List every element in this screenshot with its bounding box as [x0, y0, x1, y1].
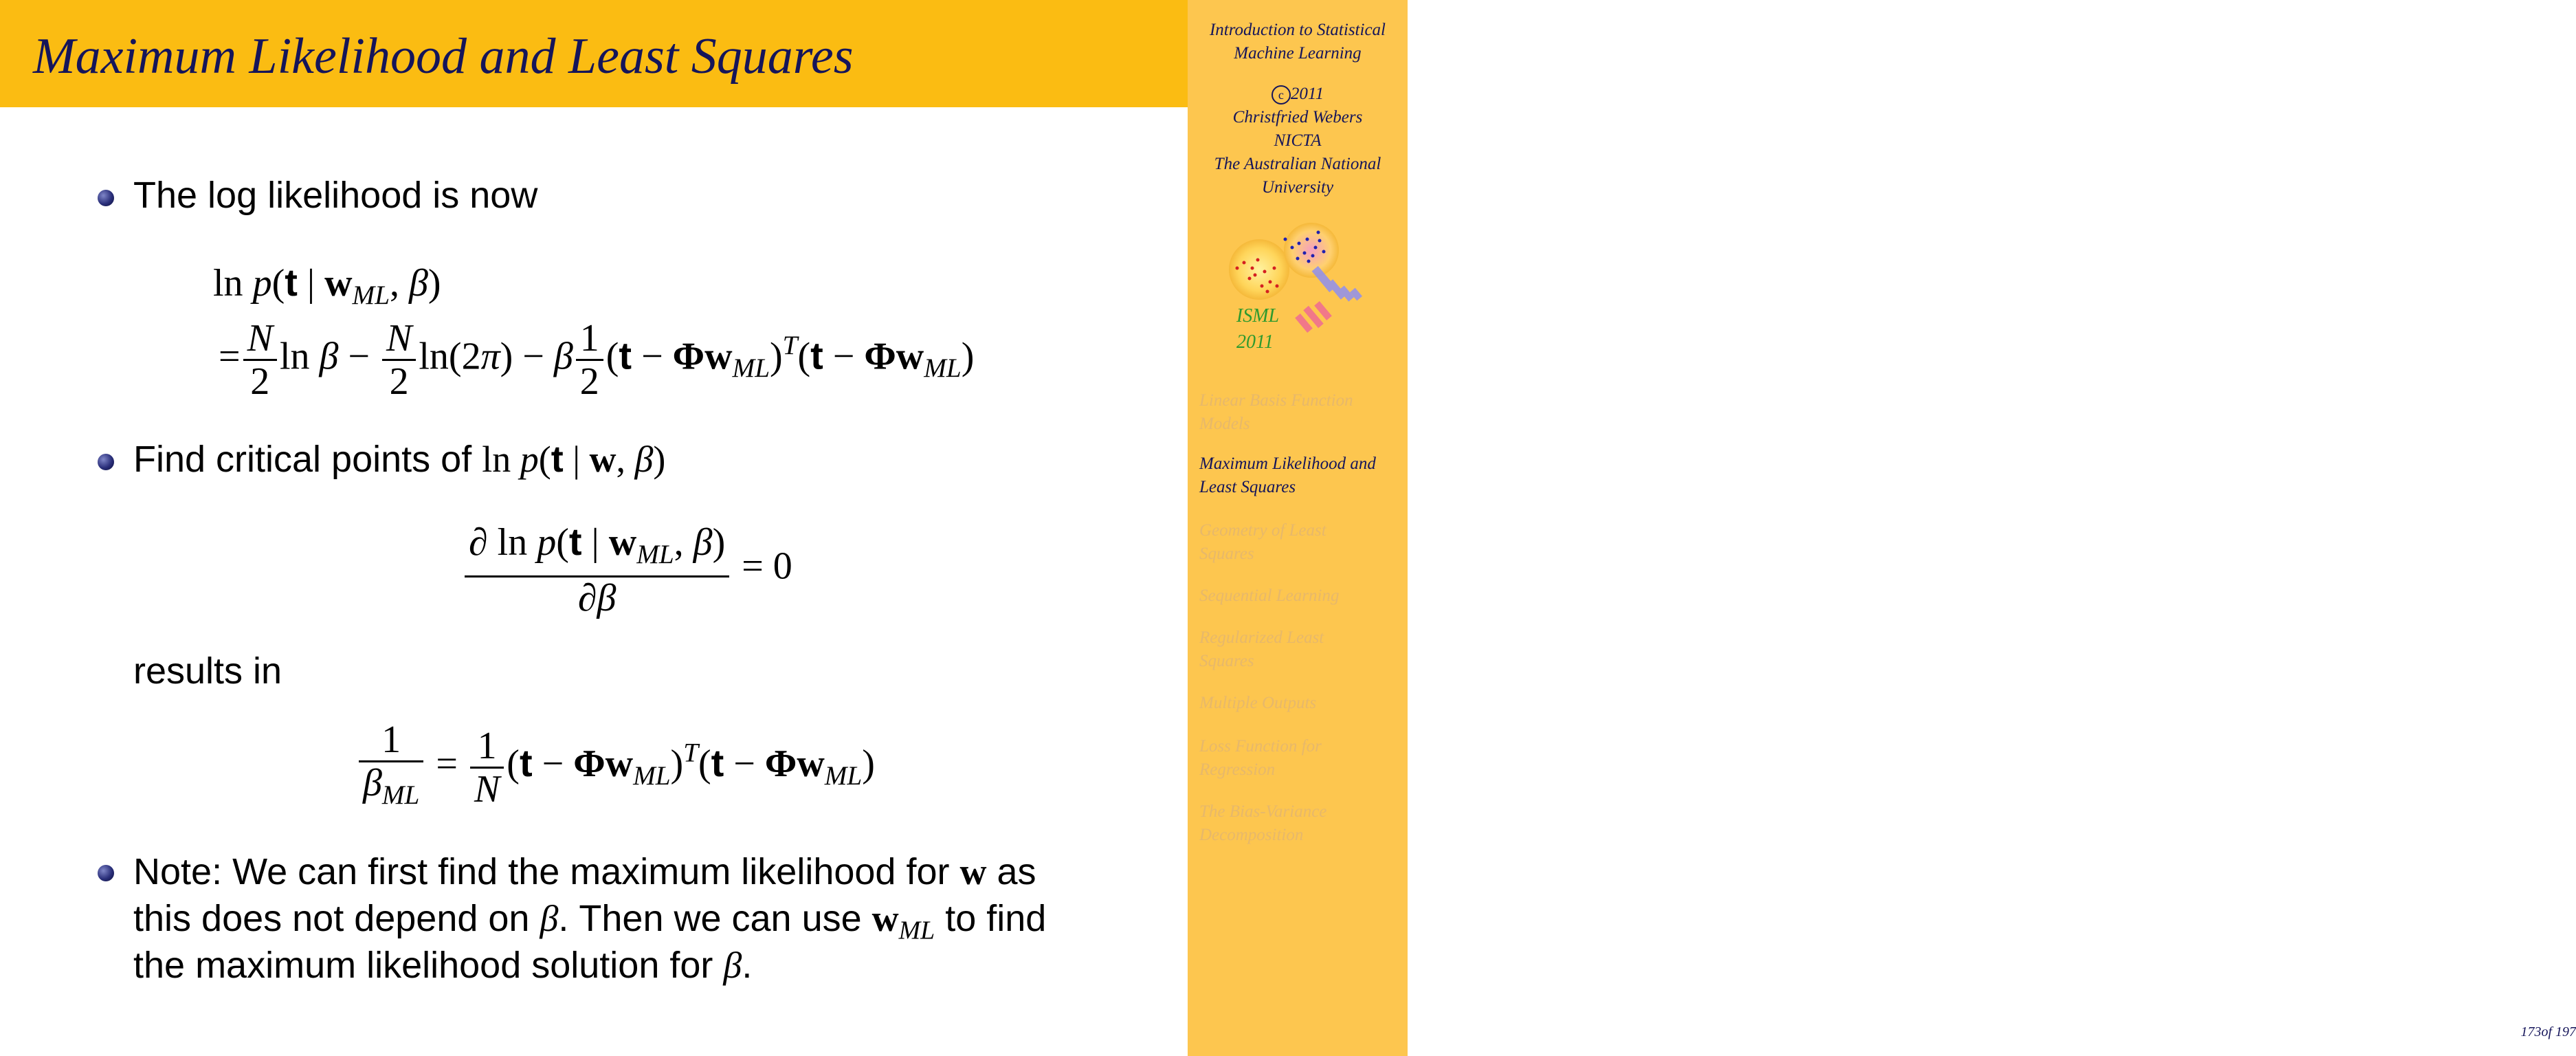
- nav-item-label: Maximum Likelihood and: [1199, 454, 1376, 473]
- bullet-icon: [98, 454, 114, 470]
- isml-logo: [1217, 220, 1388, 358]
- bullet-1-text: The log likelihood is now: [133, 175, 538, 216]
- equation-log-likelihood-expanded: = $\frac{N}{2}$ ln β − $\frac{N}{2}$ ln(2π) − β $\frac{1}{2}$ $(t - \Phi w_{ML})^T(t - \Phi w_{ML})$: [219, 317, 975, 403]
- nav-item-label: Regression: [1199, 760, 1276, 779]
- bullet-icon: [98, 865, 114, 881]
- equation-beta-ml: $\frac{1}{\beta_{ML}}$ = $\frac{1}{N}$ $(t - \Phi w_{ML})^T(t - \Phi w_{ML})$: [356, 719, 875, 816]
- bullet-3-line-1: Note: We can first find the maximum likelihood for w as: [133, 851, 1036, 892]
- bullet-2-text: Find critical points of ln p(t | w, β): [133, 439, 666, 480]
- bullet-3-line-3: the maximum likelihood solution for β.: [133, 945, 753, 986]
- nav-item-label: Sequential Learning: [1199, 586, 1340, 605]
- nav-item-4[interactable]: [1199, 584, 1406, 608]
- title-bar: [0, 0, 1188, 107]
- bullet-icon: [98, 190, 114, 206]
- nav-item-label: Regularized Least: [1199, 628, 1324, 647]
- bullet-3-line-2: this does not depend on β. Then we can use $w_{ML}$ to find: [133, 898, 1047, 945]
- equation-log-likelihood: ln p(t | $w_{ML}$, β): [213, 261, 441, 310]
- slide-title: Maximum Likelihood and Least Squares: [33, 28, 854, 85]
- copyright-line: c 2011: [1188, 82, 1408, 106]
- nav-item-label: Squares: [1199, 544, 1254, 563]
- slide-main: [0, 0, 1188, 1056]
- logo-text-year: 2011: [1236, 331, 1274, 353]
- nav-item-8[interactable]: [1199, 800, 1406, 847]
- page-number: 173of 197: [2520, 1024, 2576, 1040]
- nav-item-label: Least Squares: [1199, 478, 1296, 496]
- nav-item-3[interactable]: [1199, 519, 1406, 566]
- nav-item-label: Geometry of Least: [1199, 521, 1326, 540]
- logo-text-isml: ISML: [1236, 305, 1280, 327]
- nav-item-7[interactable]: [1199, 735, 1406, 782]
- course-title-line-2: Machine Learning: [1234, 44, 1362, 63]
- results-text: results in: [133, 650, 282, 692]
- author-name: Christfried Webers: [1232, 108, 1363, 126]
- nav-item-6[interactable]: [1199, 692, 1406, 715]
- equation-derivative: $\frac{\partial \ln p(t | w_{ML}, \beta)}{\partial\beta}$ = 0: [462, 521, 792, 619]
- copyright-icon: c: [1272, 85, 1291, 104]
- nav-item-label: The Bias-Variance: [1199, 802, 1327, 821]
- nav-item-label: Loss Function for: [1199, 737, 1322, 756]
- nav-item-label: Models: [1199, 415, 1250, 433]
- course-title-line-1: Introduction to Statistical: [1209, 21, 1386, 39]
- nav-item-1[interactable]: [1199, 389, 1406, 436]
- org-anu-line-2: University: [1261, 178, 1334, 197]
- org-anu-line-1: The Australian National: [1214, 155, 1381, 173]
- nav-item-label: Decomposition: [1199, 826, 1304, 844]
- nav-item-label: Squares: [1199, 652, 1254, 670]
- nav-item-5[interactable]: [1199, 626, 1406, 673]
- nav-item-label: Linear Basis Function: [1199, 391, 1353, 410]
- org-nicta: NICTA: [1274, 131, 1322, 150]
- nav-item-2[interactable]: [1199, 452, 1406, 499]
- nav-item-label: Multiple Outputs: [1199, 694, 1317, 712]
- sidebar: [1188, 0, 2576, 1056]
